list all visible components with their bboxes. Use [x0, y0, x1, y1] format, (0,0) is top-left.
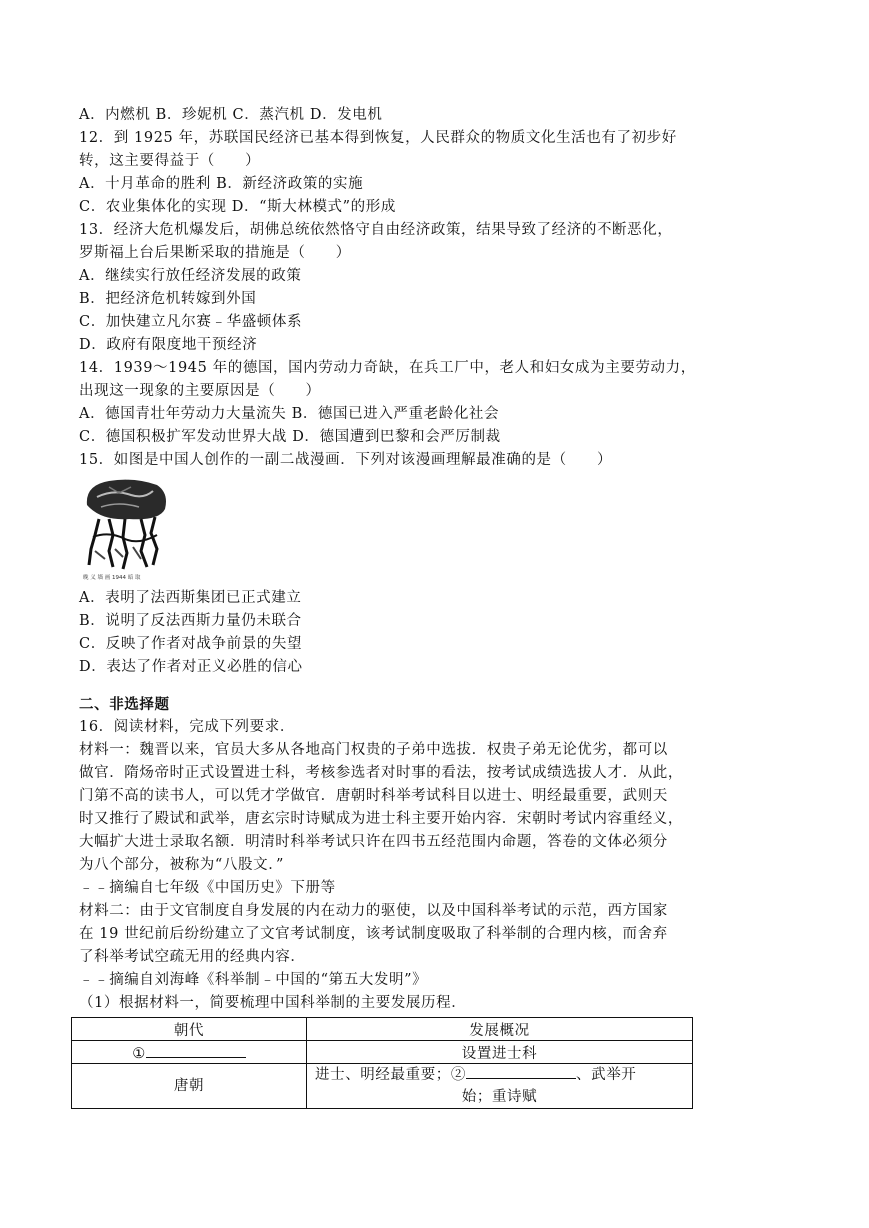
q14-stem-line1: 14．1939～1945 年的德国，国内劳动力奇缺，在兵工厂中，老人和妇女成为主要劳动力， — [79, 360, 696, 376]
answer-blank-1[interactable] — [146, 1043, 246, 1058]
q14-stem-line2: 出现这一现象的主要原因是（ ） — [79, 383, 321, 399]
row2-desc-cell — [307, 1064, 693, 1109]
table-row — [72, 1041, 693, 1064]
material1-line: 时又推行了殿试和武举，唐玄宗时诗赋成为进士科主要开始内容．宋朝时考试内容重经义， — [79, 811, 683, 827]
row1-dynasty-cell — [72, 1041, 307, 1064]
q14-options-ab: A．德国青壮年劳动力大量流失 B．德国已进入严重老龄化社会 — [79, 406, 500, 422]
q15-stem: 15．如图是中国人创作的一副二战漫画．下列对该漫画理解最准确的是（ ） — [79, 452, 613, 468]
q13-stem-line2: 罗斯福上台后果断采取的措施是（ ） — [79, 245, 351, 261]
q15-option-a: A．表明了法西斯集团已正式建立 — [79, 590, 302, 606]
q13-option-c: C．加快建立凡尔赛﹣华盛顿体系 — [79, 314, 303, 330]
material2-line: 在 19 世纪前后纷纷建立了文官考试制度，该考试制度吸取了科举制的合理内核，而舍弃 — [79, 926, 668, 942]
section-title: 二、非选择题 — [79, 696, 170, 713]
q12-stem-line1: 12．到 1925 年，苏联国民经济已基本得到恢复，人民群众的物质文化生活也有了初步好 — [79, 130, 677, 146]
blank-marker-1: ① — [132, 1045, 146, 1062]
q15-option-d: D．表达了作者对正义必胜的信心 — [79, 659, 303, 675]
development-table — [71, 1017, 693, 1109]
q15-option-c: C．反映了作者对战争前景的失望 — [79, 636, 303, 652]
answer-blank-2[interactable] — [466, 1064, 576, 1079]
sub-question-1: （1）根据材料一，简要梳理中国科举制的主要发展历程． — [79, 995, 467, 1011]
q13-option-b: B．把经济危机转嫁到外国 — [79, 291, 257, 307]
material2-line: 材料二：由于文官制度自身发展的内在动力的驱使，以及中国科举考试的示范，西方国家 — [79, 903, 668, 919]
row2-desc-a: 进士、明经最重要；② — [315, 1067, 466, 1083]
material1-line: 为八个部分，被称为“八股文．” — [79, 857, 285, 873]
table-row — [72, 1064, 693, 1109]
q11-options: A．内燃机 B．珍妮机 C．蒸汽机 D．发电机 — [79, 107, 383, 123]
q12-options-ab: A．十月革命的胜利 B．新经济政策的实施 — [79, 176, 364, 192]
material2-source: ﹣﹣摘编自刘海峰《科举制﹣中国的“第五大发明”》 — [79, 972, 428, 988]
row1-desc: 设置进士科 — [307, 1041, 693, 1064]
q16-stem: 16．阅读材料，完成下列要求． — [79, 719, 295, 735]
table-header-row — [72, 1018, 693, 1041]
material1-line: 材料一：魏晋以来，官员大多从各地高门权贵的子弟中选拔．权贵子弟无论优劣，都可以 — [79, 742, 668, 758]
row2-desc-c: 始；重诗赋 — [461, 1089, 538, 1105]
ww2-cartoon-image — [79, 475, 171, 583]
q13-option-a: A．继续实行放任经济发展的政策 — [79, 268, 302, 284]
q12-stem-line2: 转，这主要得益于（ ） — [79, 153, 261, 169]
q12-options-cd: C．农业集体化的实现 D．“斯大林模式”的形成 — [79, 199, 396, 215]
row2-desc-b: 、武举开 — [576, 1067, 637, 1083]
header-development: 发展概况 — [307, 1018, 693, 1041]
material1-line: 大幅扩大进士录取名额．明清时科举考试只许在四书五经范围内命题，答卷的文体必须分 — [79, 834, 668, 850]
exam-page — [79, 104, 791, 1109]
q13-stem-line1: 13．经济大危机爆发后，胡佛总统依然恪守自由经济政策，结果导致了经济的不断恶化， — [79, 222, 673, 238]
header-dynasty: 朝代 — [72, 1018, 307, 1041]
cartoon-caption: 晚 义 墙 画 1944 暗 取 — [83, 575, 141, 581]
material2-line: 了科举考试空疏无用的经典内容． — [79, 949, 306, 965]
q14-options-cd: C．德国积极扩军发动世界大战 D．德国遭到巴黎和会严厉制裁 — [79, 429, 501, 445]
material1-line: 门第不高的读书人，可以凭才学做官．唐朝时科举考试科目以进士、明经最重要，武则天 — [79, 788, 668, 804]
q13-option-d: D．政府有限度地干预经济 — [79, 337, 258, 353]
material1-source: ﹣﹣摘编自七年级《中国历史》下册等 — [79, 880, 336, 896]
q15-option-b: B．说明了反法西斯力量仍未联合 — [79, 613, 302, 629]
material1-line: 做官．隋炀帝时正式设置进士科，考核参选者对时事的看法，按考试成绩选拔人才．从此， — [79, 765, 683, 781]
row2-dynasty: 唐朝 — [72, 1064, 307, 1109]
